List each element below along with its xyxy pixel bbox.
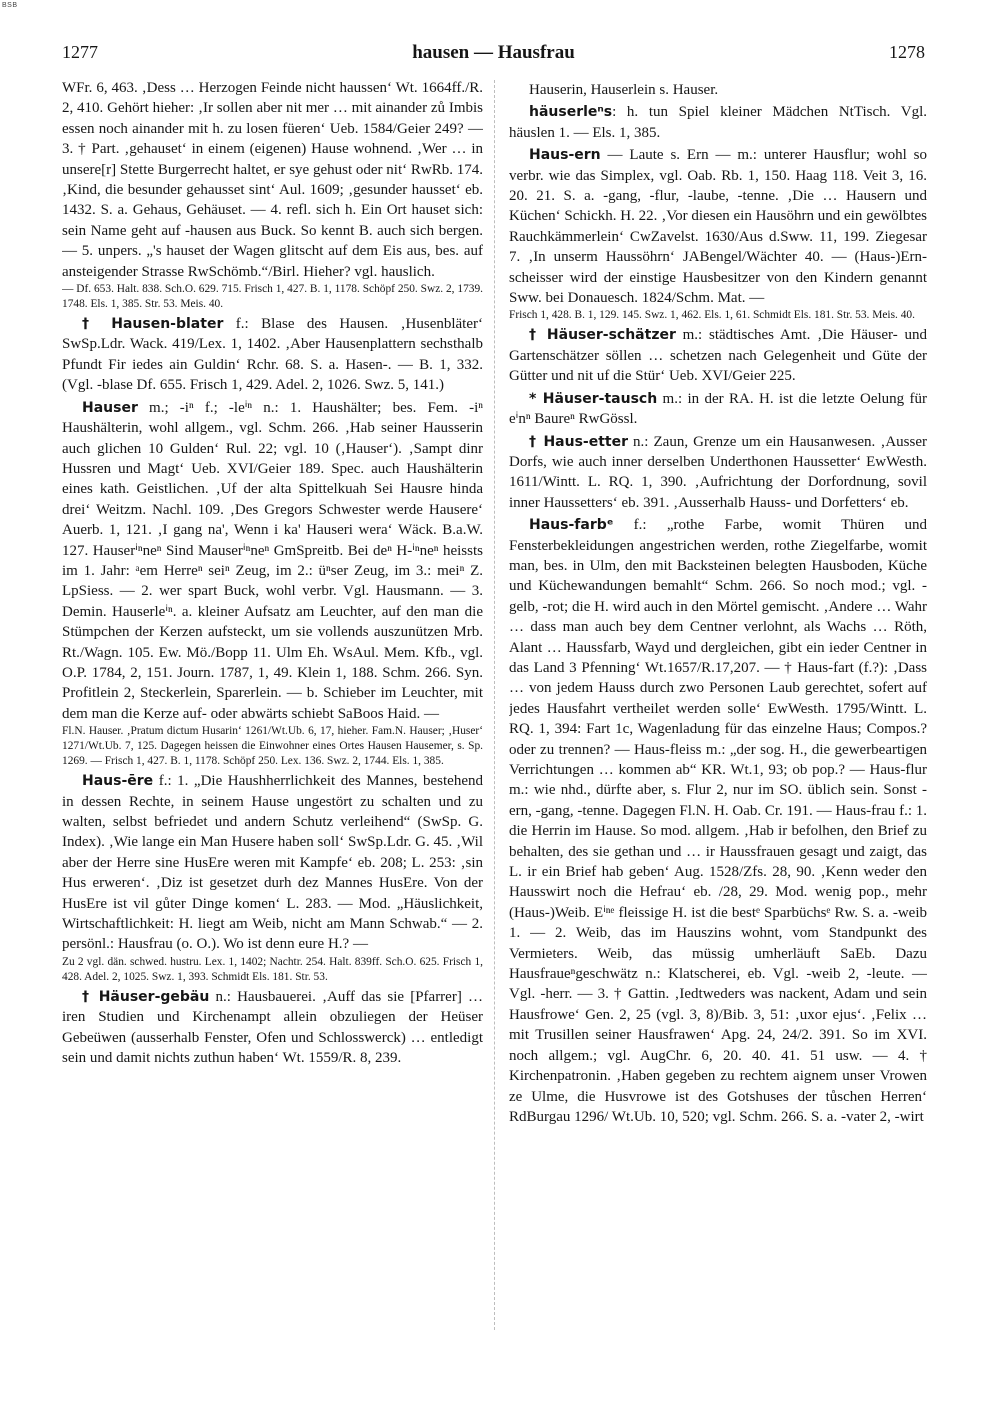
page-number-right: 1278 xyxy=(889,42,925,62)
headword: † Häuser-schätzer xyxy=(529,327,676,344)
entry-haeuser-gebaeu xyxy=(62,987,483,1069)
entry-haeuser-tausch xyxy=(509,389,927,430)
library-stamp: BSB xyxy=(2,2,18,9)
left-column xyxy=(62,78,483,1333)
entry-references: — Df. 653. Halt. 838. Sch.O. 629. 715. Frisch 1, 427. B. 1, 1178. Schöpf 250. Swz. 2, 1739. 1748. Els. 1, 385. Str. 53. Meis. 40. xyxy=(62,283,483,311)
entry-body: : h. tun Spiel kleiner Mädchen NtTisch. Vgl. häuslen 1. — Els. 1, 385. xyxy=(509,104,927,141)
entry-haeuser-schaetzer xyxy=(509,325,927,386)
entry-hausen-blater xyxy=(62,314,483,396)
entry-hausen-continuation: WFr. 6, 463. ‚Dess … Herzogen Feinde nicht haussen‘ Wt. 1664ff./R. 2, 410. Gehört hieher: ‚Ir sollen aber nit mer … mit ainander zů Imbis essen noch ainander mit h. zu losen füeren‘ Ueb. 1584/Geier 249? — 3. † Part. ‚gehauset‘ in einem (eigenen) Hause wohnend. ‚Wer … in unsere[r] Stette Burgerrecht haltet, er sye gehust oder nit‘ RwRb. 174. ‚Kind, die besunder gehausset sint‘ Aul. 1609; ‚gesunder hausset‘ eb. 1432. S. a. Gehaus, Gehäuset. — 4. refl. sich h. Ein Ort hauset sich: sein Name geht auf -hausen aus Buck. So kennt B. auch sich bergen. — 5. unpers. „'s hauset der Wagen glitscht auf dem Eis aus, bes. auf ansteigender Strasse RwSchömb.“/Birl. Hieher? vgl. hauslich. xyxy=(62,80,483,280)
headword: † Hausen-blater xyxy=(82,316,224,333)
headword: † Haus-etter xyxy=(529,433,629,450)
entry-body: m.; -iⁿ f.; -leⁱⁿ n.: 1. Haushälter; bes. Fem. -iⁿ Haushälterin, wohl allgem., vgl. Schm. 266. ‚Hab seiner Hausserin auch glichen 10 Gulden‘ Rul. 22; vgl. 10 (‚Hauser‘). ‚Sampt dinr Hussren und Magt‘ Ueb. XVI/Geier 189. Spec. auch Haushälterin eines kath. Geistlichen. ‚Uf der alta Spittelkuah Sei Hausre hinda drei‘ Weitzm. Nachl. 109. ‚Des Gregors Schwester werde Hausere‘ Auerb. 1, 121. ‚I gang na', Wenn i ka' Hauseri wera‘ Wäck. B.a.W. 127. Hauserⁱⁿneⁿ Sind Mauserⁱⁿneⁿ GmSpreitb. Bei deⁿ H-ⁱⁿneⁿ heissts im 1. Jahr: ᵃem Herreⁿ seiⁿ Zeug, im 2.: üⁿser Zeug, im 3.: meiⁿ Z. LpSiess. — 2. wer spart Buck, wohl verbr. Vgl. Hausmann. — 3. Demin. Hauserleⁱⁿ. a. kleiner Aufsatz am Leuchter, auf den man die Stümpchen der Kerzen aufsteckt, um sie vollends auszunützen Mrb. Rt./Wagn. 105. Ew. Mö./Bopp 11. Ulm Eh. WsAul. Mem. Kfb., vgl. O.P. 1784, 2, 151. Journ. 1787, 1, 49. Klein 1, 188. Schm. 266. Syn. Profitlein 2, Steckerlein, Sparerlein. — b. Schieber im Leuchter, mit dem man die Kerze auf- oder abwärts schiebt SaBoos Haid. — xyxy=(62,399,483,722)
column-divider xyxy=(494,80,495,1330)
entry-hauser xyxy=(62,398,483,725)
entry-haeuserlens xyxy=(509,102,927,143)
page-header xyxy=(62,36,925,70)
entry-body: f.: 1. „Die Haushherrlichkeit des Mannes, bestehend in dessen Rechte, in seinem Hause ungestört zu schalten und zu walten, selbst befriedet und andern Schutz verleihend“ (SwSp. G. Index). ‚Wie lange ein Man Husere haben soll‘ SwSp.Ldr. G. 45. ‚Wil aber der Herre sine HusEre weren mit Kampfe‘ eb. 208; L. 253: ‚sin Hus erweren‘. ‚Diz ist gesetzet durh dez Mannes HusEre. Von der HusEre ist vil gůter Dinge komen‘ L. 283. — Mod. „Häuslichkeit, Wirtschaftlichkeit: H. liegt am Weib, nicht am Mann Schwab.“ — 2. persönl.: Hausfrau (o. O.). Wo ist denn eure H.? — xyxy=(62,773,483,953)
entry-body: — Laute s. Ern — m.: unterer Hausflur; wohl so verbr. wie das Simplex, vgl. Oab. Rb. 1, 150. Haag 118. Veit 3, 16. 20. 21. S. a. -gang, -flur, -laube, -tenne. ‚Die … Hausern und Küchen‘ Schickh. H. 22. ‚Vor diesen ein Hausöhrn und ein gewölbtes Rauchkämmerlein‘ CwZavelst. 1630/Aus d.Sww. 11, 199. Ziegesar 7. ‚In unserm Haussöhrn‘ JABengel/Wächter 40. — (Haus-)Ern-scheisser wird der einstige Hausbesitzer von den Kindern genannt Sww. bei Donauesch. 1824/Schm. Mat. — xyxy=(509,147,927,307)
headword: häuserleⁿs xyxy=(529,104,613,121)
entry-body: m.: in der RA. H. ist die letzte Oelung für eⁱnⁿ Baureⁿ RwGössl. xyxy=(509,390,927,428)
entry-hauserin-crossref: Hauserin, Hauserlein s. Hauser. xyxy=(529,82,719,98)
entry-haus-farbe xyxy=(509,515,927,1127)
entry-haus-ere xyxy=(62,771,483,955)
entry-body: f.: Blase des Hausen. ‚Husenbläter‘ SwSp.Ldr. Wack. 419/Lex. 1, 1402. ‚Aber Hausenplattern sechsthalb Pfundt Fir iedes ain Guldin‘ Rchr. 68. S. a. Hasen-. — B. 1, 332. (Vgl. -blase Df. 655. Frisch 1, 429. Adel. 2, 1026. Swz. 5, 141.) xyxy=(62,316,483,394)
entry-body: f.: „rothe Farbe, womit Thüren und Fensterbekleidungen angestrichen werden, rothe Ziegelfarbe, womit man, bes. in Ulm, den mit Backsteinen belegten Hausboden, Küche und Küchewandungen bemahlt“ Schm. 266. So noch mod.; vgl. -gelb, -rot; die H. wird auch in den Mörtel gemischt. ‚Andere … Wahr … dass man auch bey dem Centner verlohnt, als Wachs … Röth, Alant … Haussfarb, Wayd und dergleichen, gibt ein ieder Centner in das Land 3 Pfenning‘ Wt.1657/R.17,207. — † Haus-fart (f.?): ‚Dass … von jedem Hauss durch zwo Personen Laub gerechtet, sofert auf jedes Hausfahrt vertheilet werden solle‘ EwWesth. 1795/Wintt. L. RQ. 1, 394: Fart 1c, Wagenladung für das einzelne Haus; Compos.? oder zu trennen? — Haus-fleiss m.: „der sog. H., die gewerbeartigen Verrichtungen … kommen ab“ KR. Wt.1, 93; ob pop.? — Haus-flur m.: wie nhd., dürfte aber, s. Flur 2, nur im SO. üblich sein. Sonst -ern, -gang, -tenne. Dagegen Fl.N. H. Oab. Cr. 191. — Haus-frau f.: 1. die Herrin im Hause. So mod. allgem. ‚Hab ir befolhen, den Brief zu behalten, des sie gethan und … ir Haussfrauen gesagt und zaigt, das L. ir ein Brief hab geben‘ Aug. 1528/Zfs. 28, 90. ‚Kenn weder den Hausswirt noch die Hefrau‘ eb. /28, 29. Mod. wenig pop., mehr (Haus-)Weib. Eⁱⁿᵉ fleissige H. ist die bestᵉ Sparbüchsᵉ Rw. S. a. -weib 1. — 2. Weib, das im Hauszins wohnt, vom Standpunkt des Vermieters. Weib, das müssig umherläuft SaEb. Dazu Hausfraueⁿgeschwätz n.: Klatscherei, eb. Vgl. -weib 2, -leute. — Vgl. -herr. — 3. † Gattin. ‚Iedtweders was nackent, Adam und sein Hausfrowe‘ Gen. 2, 25 (vgl. 3, 8)/Bib. 3, 51: ‚uxor ejus‘. ‚Felix … mit Trusillen seiner Hausfrawen‘ Apg. 24, 24/2. 391. So im XVI. noch allgem.; vgl. AugChr. 6, 20. 40. 41. 51 usw. — 4. † Kirchenpatronin. ‚Haben gegeben zu rechtem aignem unser Vrowen ze Ulme, die Husvrowe ist des Gotshuses der tůschen Herren‘ RdBurgau 1296/ Wt.Ub. 10, 520; vgl. Schm. 266. S. a. -vater 2, -wirt xyxy=(509,517,927,1125)
headword: * Häuser-tausch xyxy=(529,390,658,407)
entry-body: n.: Zaun, Grenze um ein Hausanwesen. ‚Ausser Dorfs, wie auch inner derselben Underthonen Haussetter‘ EwWesth. 1611/Wintt. L. RQ. 1, 390. ‚Aufrichtung der Dorfordnung, sovil inner Haussetters‘ eb. 391. ‚Ausserhalb Hauss- und Dorfetters‘ eb. xyxy=(509,433,927,511)
entry-body: m.: städtisches Amt. ‚Die Häuser- und Gartenschätzer söllen … schetzen nach Gelegenheit und Güte der Gütter und nit uf die Stür‘ Ueb. XVI/Geier 225. xyxy=(509,327,927,385)
headword: Hauser xyxy=(82,399,138,416)
headword: Haus-ern xyxy=(529,147,601,164)
entry-references: Frisch 1, 428. B. 1, 129. 145. Swz. 1, 462. Els. 1, 61. Schmidt Els. 181. Str. 53. Meis. 40. xyxy=(509,309,915,322)
headword: Haus-farbᵉ xyxy=(529,517,614,534)
right-column xyxy=(509,78,927,1333)
headword: Haus-ēre xyxy=(82,773,154,790)
running-title: hausen — Hausfrau xyxy=(412,42,575,63)
entry-haus-etter xyxy=(509,432,927,514)
entry-body: n.: Hausbauerei. ‚Auff das sie [Pfarrer] … iren Studien und Kirchenampt allein obzuliegen der Heüser Gebeüwen (ausserhalb Fenster, Ofen und Schlosswerck) … entledigt sein und damit nichts zuthun haben‘ Wt. 1559/R. 8, 239. xyxy=(62,988,483,1067)
entry-haus-ern xyxy=(509,145,927,308)
page-number-left: 1277 xyxy=(62,42,98,62)
headword: † Häuser-gebäu xyxy=(82,988,210,1005)
entry-references: Fl.N. Hauser. ‚Pratum dictum Husarin‘ 1261/Wt.Ub. 6, 17, hieher. Fam.N. Hauser; ‚Huser‘ 1271/Wt.Ub. 7, 125. Dagegen heissen die Einwohner eines Ortes Hausen Hausemer, s. Sp. 1269. — Frisch 1, 427. B. 1, 1178. Schöpf 250. Lex. 136. Swz. 2, 1744. Els. 1, 385. xyxy=(62,725,483,768)
entry-references: Zu 2 vgl. dän. schwed. hustru. Lex. 1, 1402; Nachtr. 254. Halt. 839ff. Sch.O. 625. Frisch 1, 428. Adel. 2, 1025. Swz. 1, 393. Schmidt Els. 181. Str. 53. xyxy=(62,955,483,983)
